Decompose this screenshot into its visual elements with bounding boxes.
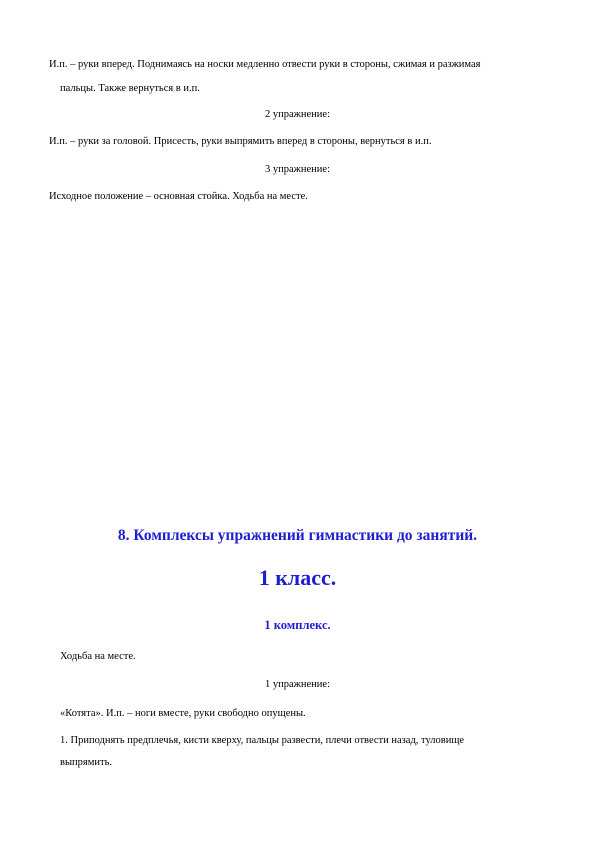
exercise3-text: Исходное положение – основная стойка. Ходьба на месте. [49,191,308,202]
exercise3-title: 3 упражнение: [264,164,330,175]
walk-text: Ходьба на месте. [60,651,136,662]
exercise2-text: И.п. – руки за головой. Присесть, руки выпрямить вперед в стороны, вернуться в и.п. [49,136,432,147]
exercise1-text-line2: пальцы. Также вернуться в и.п. [60,83,200,94]
section-exercise1-title: 1 упражнение: [264,679,330,690]
complex-title: 1 комплекс. [264,618,331,632]
exercise1-text-line1: И.п. – руки вперед. Поднимаясь на носки медленно отвести руки в стороны, сжимая и разжимая [49,59,481,70]
section-exercise1-text: «Котята». И.п. – ноги вместе, руки свободно опущены. [60,708,306,719]
exercise2-title: 2 упражнение: [264,109,330,120]
step1-text-line2: выпрямить. [60,757,112,768]
grade-title: 1 класс. [258,565,337,590]
step1-text-line1: 1. Приподнять предплечья, кисти кверху, пальцы развести, плечи отвести назад, туловище [60,735,465,746]
section-title: 8. Комплексы упражнений гимнастики до занятий. [117,527,478,544]
